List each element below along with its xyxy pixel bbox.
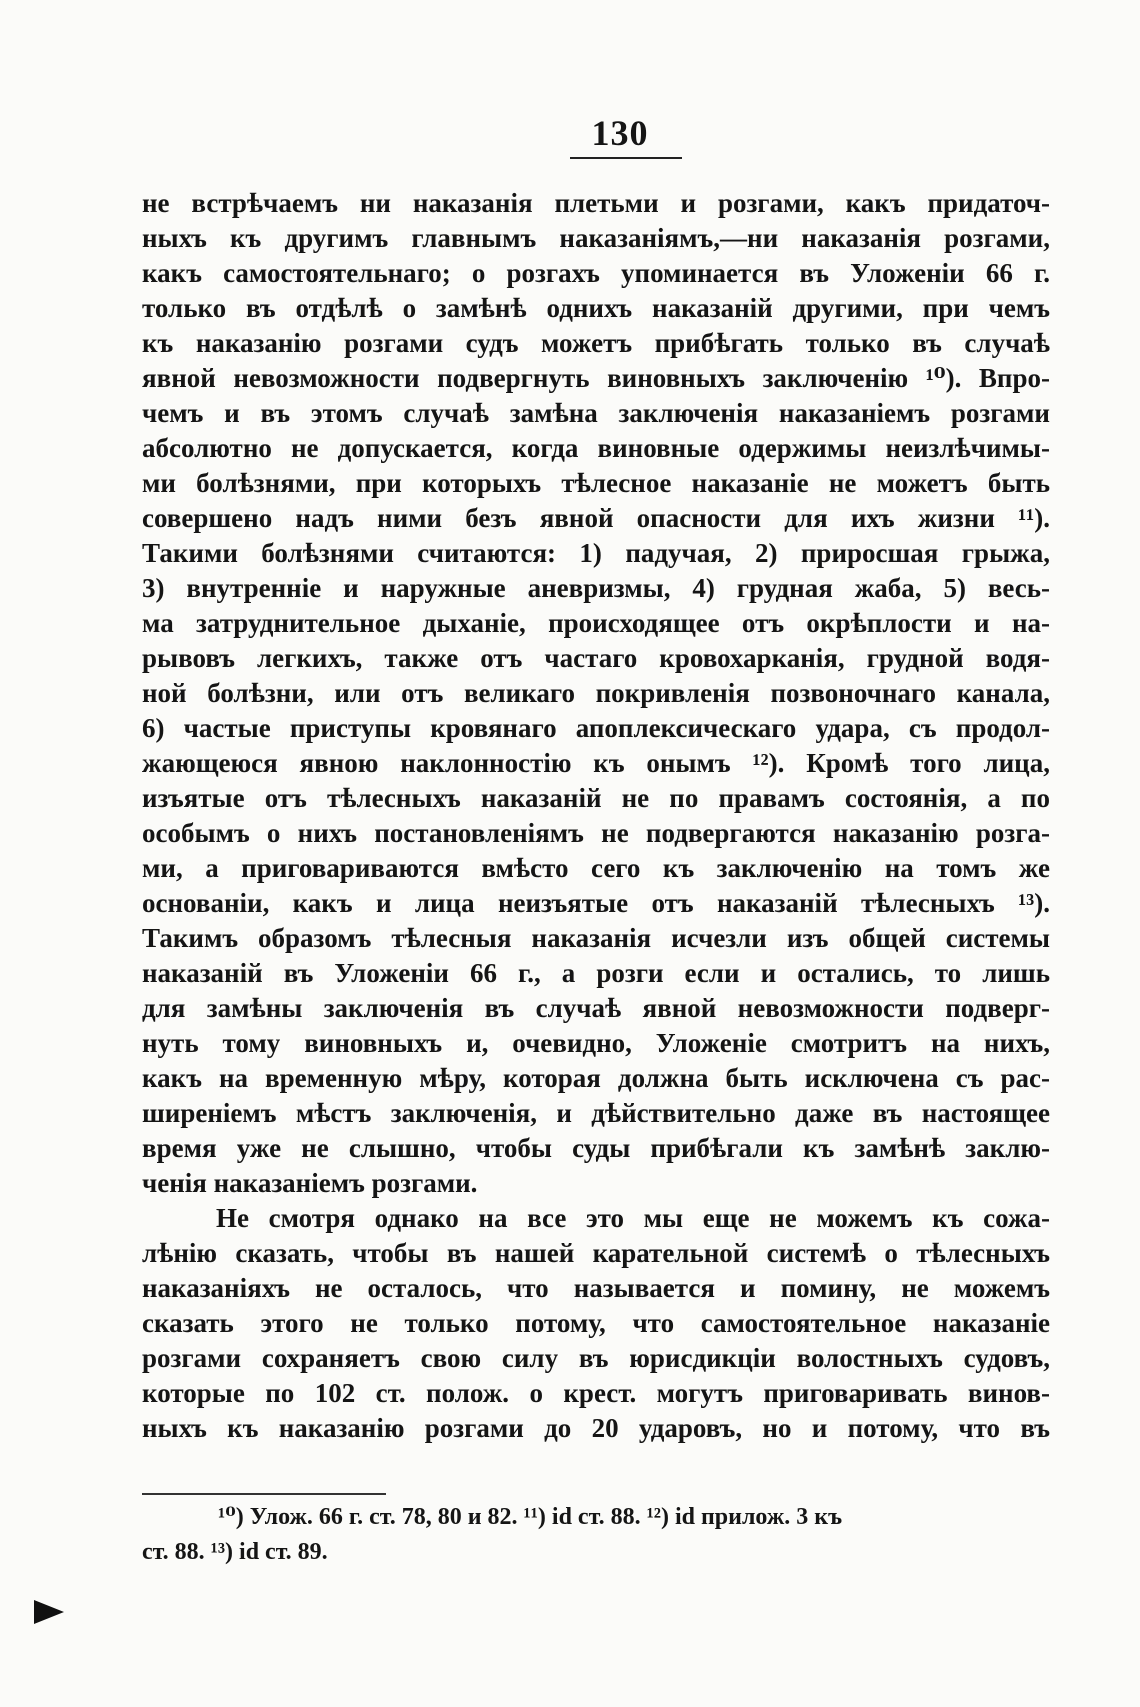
paragraph-end-line: ченія наказаніемъ розгами. bbox=[142, 1168, 478, 1198]
text-line: 3) внутренніе и наружные аневризмы, 4) грудная жаба, 5) весь- bbox=[142, 573, 1050, 603]
paragraph-start-line: Не смотря однако на все это мы еще не можемъ къ сожа- bbox=[216, 1203, 1050, 1233]
text-line: явной невозможности подвергнуть виновныхъ заключенію ¹⁰). Впро- bbox=[142, 363, 1050, 393]
page-number-underline bbox=[570, 157, 682, 159]
text-line: не встрѣчаемъ ни наказанія плетьми и розгами, какъ придаточ- bbox=[142, 188, 1050, 218]
margin-arrow-icon bbox=[34, 1600, 64, 1624]
text-line: изъятые отъ тѣлесныхъ наказаній не по правамъ состоянія, а по bbox=[142, 783, 1050, 813]
text-line: нуть тому виновныхъ и, очевидно, Уложеніе смотритъ на нихъ, bbox=[142, 1028, 1050, 1058]
text-line: ма затруднительное дыханіе, происходящее отъ окрѣплости и на- bbox=[142, 608, 1050, 638]
text-line: ной болѣзни, или отъ великаго покривленія позвоночнаго канала, bbox=[142, 678, 1050, 708]
text-line: розгами сохраняетъ свою силу въ юрисдикціи волостныхъ судовъ, bbox=[142, 1343, 1050, 1373]
text-line: ныхъ къ наказанію розгами до 20 ударовъ, но и потому, что въ bbox=[142, 1413, 1050, 1443]
text-line: ми, а приговариваются вмѣсто сего къ заключенію на томъ же bbox=[142, 853, 1050, 883]
text-line: сказать этого не только потому, что самостоятельное наказаніе bbox=[142, 1308, 1050, 1338]
text-line: абсолютно не допускается, когда виновные одержимы неизлѣчимы- bbox=[142, 433, 1050, 463]
text-line: какъ самостоятельнаго; о розгахъ упоминается въ Уложеніи 66 г. bbox=[142, 258, 1050, 288]
text-line: основаніи, какъ и лица неизъятые отъ наказаній тѣлесныхъ ¹³). bbox=[142, 888, 1050, 918]
text-line: которые по 102 ст. полож. о крест. могутъ приговаривать винов- bbox=[142, 1378, 1050, 1408]
text-line: 6) частые приступы кровянаго апоплексическаго удара, съ продол- bbox=[142, 713, 1050, 743]
text-line: Такимъ образомъ тѣлесныя наказанія исчезли изъ общей системы bbox=[142, 923, 1050, 953]
footnote-line: ст. 88. ¹³) id ст. 89. bbox=[142, 1539, 328, 1565]
text-line: ми болѣзнями, при которыхъ тѣлесное наказаніе не можетъ быть bbox=[142, 468, 1050, 498]
text-line: лѣнію сказать, чтобы въ нашей карательной системѣ о тѣлесныхъ bbox=[142, 1238, 1050, 1268]
main-text bbox=[142, 186, 1050, 1446]
text-line: чемъ и въ этомъ случаѣ замѣна заключенія наказаніемъ розгами bbox=[142, 398, 1050, 428]
text-line: наказаніяхъ не осталось, что называется и помину, не можемъ bbox=[142, 1273, 1050, 1303]
text-line: къ наказанію розгами судъ можетъ прибѣгать только въ случаѣ bbox=[142, 328, 1050, 358]
text-line: наказаній въ Уложеніи 66 г., а розги если и остались, то лишь bbox=[142, 958, 1050, 988]
page-number: 130 bbox=[591, 113, 649, 153]
footnote-line: ¹⁰) Улож. 66 г. ст. 78, 80 и 82. ¹¹) id ст. 88. ¹²) id прилож. 3 къ bbox=[218, 1504, 843, 1530]
text-line: время уже не слышно, чтобы суды прибѣгали къ замѣнѣ заклю- bbox=[142, 1133, 1050, 1163]
text-line: ширеніемъ мѣстъ заключенія, и дѣйствительно даже въ настоящее bbox=[142, 1098, 1050, 1128]
text-line: Такими болѣзнями считаются: 1) падучая, 2) приросшая грыжа, bbox=[142, 538, 1050, 568]
footnotes bbox=[142, 1500, 1050, 1570]
text-line: для замѣны заключенія въ случаѣ явной невозможности подверг- bbox=[142, 993, 1050, 1023]
text-line: ныхъ къ другимъ главнымъ наказаніямъ,—ни наказанія розгами, bbox=[142, 223, 1050, 253]
text-line: только въ отдѣлѣ о замѣнѣ однихъ наказаній другими, при чемъ bbox=[142, 293, 1050, 323]
text-line: жающеюся явною наклонностію къ онымъ ¹²). Кромѣ того лица, bbox=[142, 748, 1050, 778]
text-line: какъ на временную мѣру, которая должна быть исключена съ рас- bbox=[142, 1063, 1050, 1093]
footnote-divider bbox=[142, 1493, 386, 1495]
text-line: особымъ о нихъ постановленіямъ не подвергаются наказанію розга- bbox=[142, 818, 1050, 848]
text-line: рывовъ легкихъ, также отъ частаго кровохарканія, грудной водя- bbox=[142, 643, 1050, 673]
text-line: совершено надъ ними безъ явной опасности для ихъ жизни ¹¹). bbox=[142, 503, 1050, 533]
